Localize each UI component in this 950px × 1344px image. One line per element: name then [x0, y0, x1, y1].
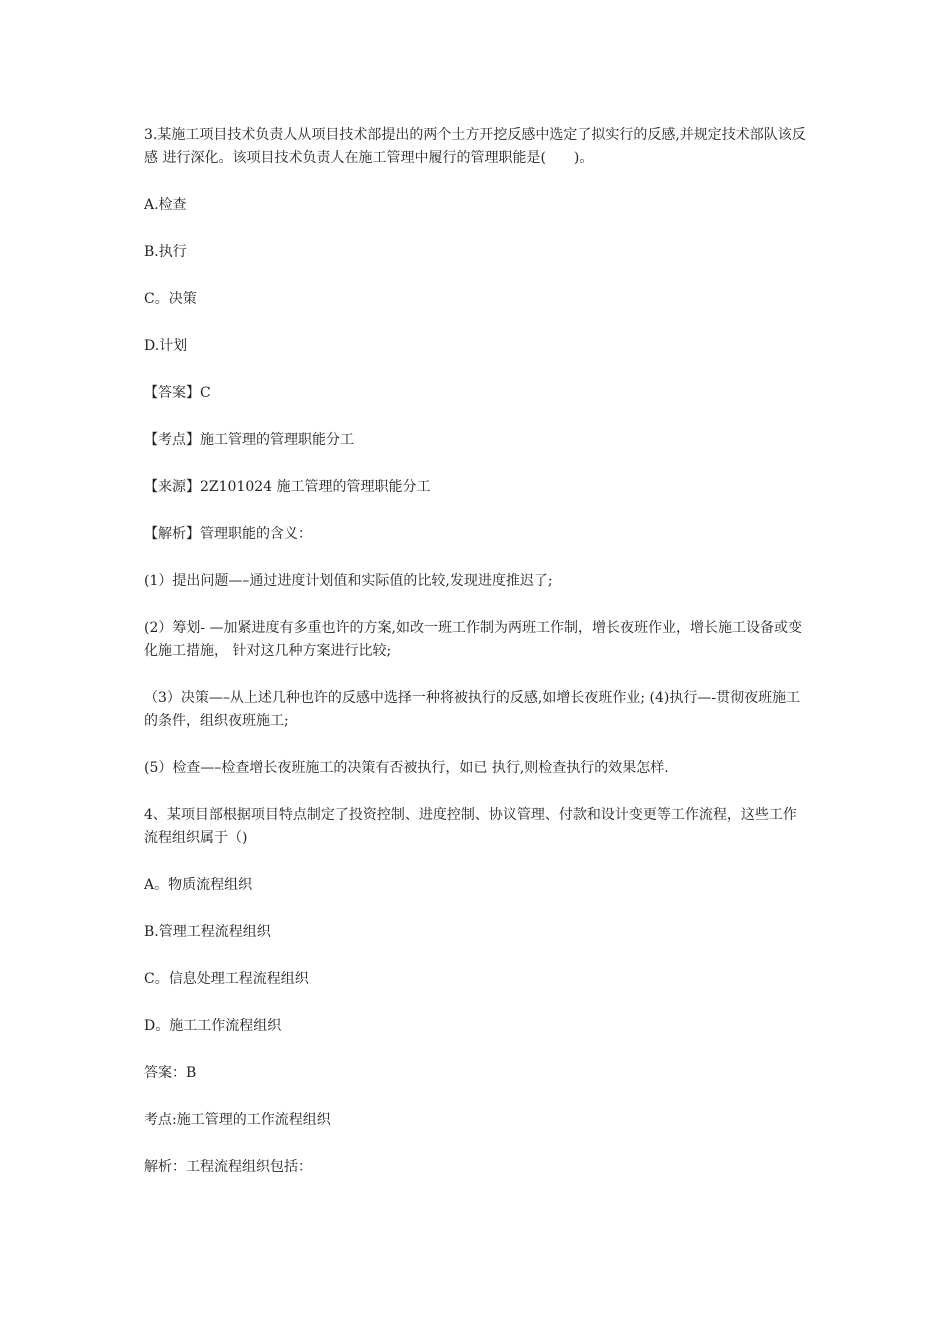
question-3-option-c: C。决策: [144, 291, 197, 307]
question-3-option-a: A.检查: [144, 197, 187, 213]
question-3-item-5: (5）检查—–检查增长夜班施工的决策有否被执行，如已 执行,则检查执行的效果怎样.: [144, 760, 669, 776]
question-4-point: 考点:施工管理的工作流程组织: [144, 1112, 331, 1128]
question-3-item-3: （3）决策—–从上述几种也许的反感中选择一种将被执行的反感,如增长夜班作业; (4)执行—-贯彻夜班施工的条件，组织夜班施工;: [144, 690, 801, 729]
question-4-answer: 答案：B: [144, 1065, 197, 1081]
question-3-analysis: 【解析】管理职能的含义：: [144, 526, 312, 542]
question-3-point: 【考点】施工管理的管理职能分工: [144, 432, 354, 448]
question-4-stem: 4、某项目部根据项目特点制定了投资控制、进度控制、协议管理、付款和设计变更等工作流程，这些工作流程组织属于（): [144, 807, 797, 846]
question-4-analysis: 解析：工程流程组织包括：: [144, 1159, 312, 1175]
question-3-answer: 【答案】C: [144, 385, 211, 401]
question-4-option-d: D。施工工作流程组织: [144, 1018, 282, 1034]
question-4-option-b: B.管理工程流程组织: [144, 924, 271, 940]
question-3-source: 【来源】2Z101024 施工管理的管理职能分工: [144, 479, 431, 495]
question-3-stem: 3.某施工项目技术负责人从项目技术部提出的两个土方开挖反感中选定了拟实行的反感,并规定技术部队该反感 进行深化。该项目技术负责人在施工管理中履行的管理职能是( )。: [144, 127, 806, 166]
question-4-option-a: A。物质流程组织: [144, 877, 253, 893]
question-3-option-d: D.计划: [144, 338, 188, 354]
question-4-option-c: C。信息处理工程流程组织: [144, 971, 309, 987]
question-3-item-2: (2）筹划- —加紧进度有多重也许的方案,如改一班工作制为两班工作制，增长夜班作业，增长施工设备或变化施工措施， 针对这几种方案进行比较;: [144, 620, 802, 659]
question-3-option-b: B.执行: [144, 244, 187, 260]
document-body: [144, 124, 808, 1203]
question-3-item-1: (1）提出问题—–通过进度计划值和实际值的比较,发现进度推迟了;: [144, 573, 553, 589]
